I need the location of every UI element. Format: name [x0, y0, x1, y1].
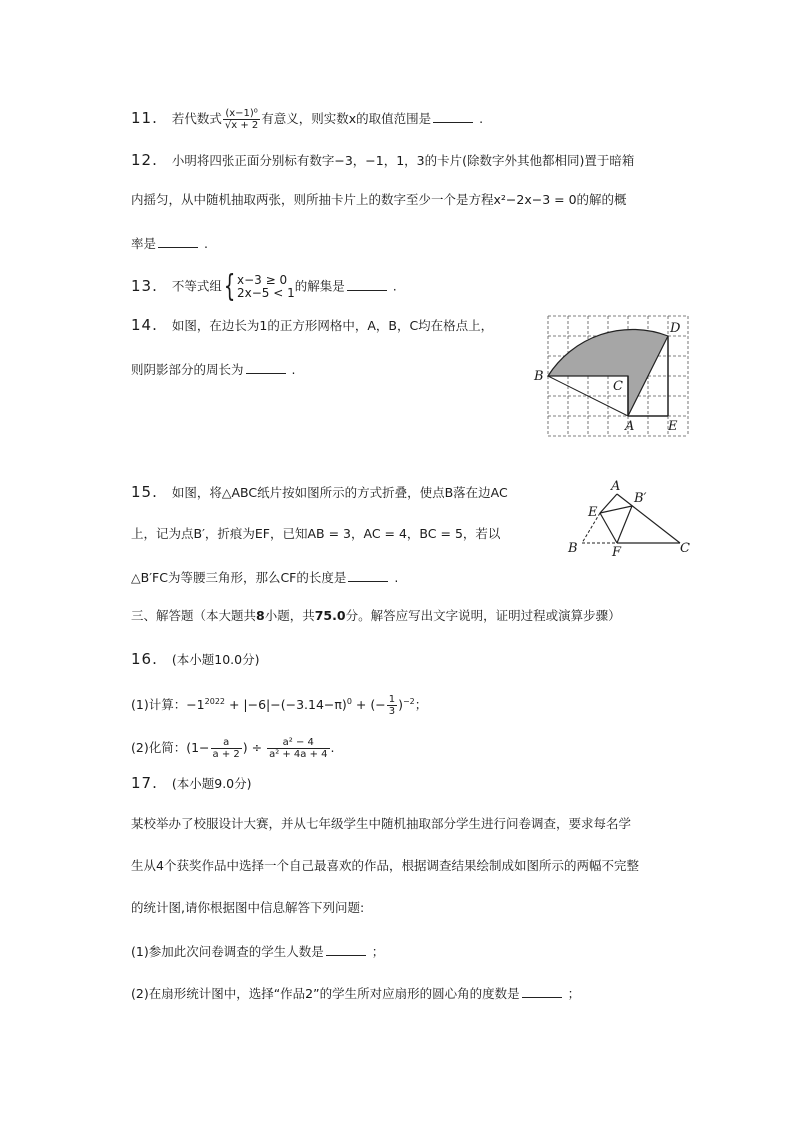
question-number: 16.: [131, 650, 158, 668]
brace-symbol: {: [223, 269, 236, 304]
period: .: [204, 236, 208, 251]
fraction-denominator: a + 2: [212, 749, 240, 760]
q14-grid-figure: [528, 310, 698, 442]
total-score: 75.0: [314, 608, 346, 623]
label-B-prime: B′: [634, 491, 647, 506]
segment-FBp: [617, 506, 632, 543]
fraction: [223, 108, 260, 131]
q17-sub-2: [131, 986, 580, 1001]
fraction-numerator: (x−1)⁰: [223, 108, 260, 120]
answer-blank[interactable]: [347, 279, 387, 291]
q15-text-line1: 如图，将△ABC纸片按如图所示的方式折叠，使点B落在边AC: [171, 485, 508, 500]
p2-mid: ) ÷: [242, 740, 267, 755]
p2-label: (2)化简：(1−: [131, 740, 210, 755]
question-12-line2: 内摇匀，从中随机抽取两张，则所抽卡片上的数字至少一个是方程x²−2x−3 = 0的解的概: [131, 192, 627, 207]
exponent: 2022: [204, 696, 225, 706]
question-points: (本小题9.0分): [171, 776, 252, 791]
p1-label: (1)计算：−1: [131, 697, 205, 712]
q17-line3: 的统计图,请你根据图中信息解答下列问题:: [131, 900, 365, 915]
inequality-1: x−3 ≥ 0: [236, 273, 288, 288]
question-points: (本小题10.0分): [171, 652, 260, 667]
p1-rest2: + (−: [351, 697, 386, 712]
question-11: [131, 108, 483, 131]
fraction-numerator: a: [211, 737, 242, 749]
period: .: [330, 740, 335, 755]
question-count: 8: [256, 608, 265, 623]
label-E: E: [588, 505, 598, 520]
exponent: −2: [402, 696, 415, 706]
q17-line1: 某校举办了校服设计大赛，并从七年级学生中随机抽取部分学生进行问卷调查，要求每名学: [131, 816, 632, 831]
inequality-system: [237, 274, 295, 299]
question-14-line2: [131, 362, 295, 377]
exponent: 0: [346, 696, 352, 706]
q12-text-line1: 小明将四张正面分别标有数字−3，−1，1，3的卡片(除数字外其他都相同)置于暗箱: [171, 153, 635, 168]
period: .: [394, 570, 399, 585]
q14-text-line2: 则阴影部分的周长为: [131, 362, 244, 377]
label-C: C: [613, 379, 623, 394]
sub2-text: (2)在扇形统计图中，选择“作品2”的学生所对应扇形的圆心角的度数是: [131, 986, 520, 1001]
fraction-numerator: a² − 4: [267, 737, 329, 749]
label-D: D: [670, 321, 681, 336]
answer-blank[interactable]: [433, 111, 473, 123]
q17-line2: 生从4个获奖作品中选择一个自己最喜欢的作品，根据调查结果绘制成如图所示的两幅不完整: [131, 858, 639, 873]
segment-EF: [600, 513, 617, 543]
period: .: [291, 362, 296, 377]
answer-blank[interactable]: [158, 236, 198, 248]
question-16-header: [131, 652, 259, 667]
answer-blank[interactable]: [522, 986, 562, 998]
label-B: B: [568, 541, 578, 556]
fraction: [211, 737, 242, 760]
section-text-b: 小题，共: [264, 608, 315, 623]
answer-blank[interactable]: [348, 570, 388, 582]
q12-text-line3: 率是: [131, 236, 157, 251]
section-text-a: 三、解答题（本大题共: [131, 608, 257, 623]
sub1-text: (1)参加此次问卷调查的学生人数是: [131, 944, 324, 959]
question-number: 11.: [131, 109, 158, 127]
question-15-line1: [131, 485, 508, 500]
semicolon: ；: [414, 697, 428, 712]
label-F: F: [612, 545, 622, 558]
q16-part-1: [131, 694, 427, 717]
question-number: 15.: [131, 483, 158, 501]
q13-text-post: 的解集是: [294, 278, 345, 294]
question-13: [131, 269, 397, 304]
q15-fold-figure: [562, 476, 702, 558]
question-number: 12.: [131, 151, 158, 169]
q11-text-pre: 若代数式: [171, 111, 222, 126]
label-A: A: [611, 479, 621, 494]
section-3-heading: [131, 610, 621, 623]
label-E: E: [668, 419, 678, 434]
question-12-line1: [131, 153, 634, 168]
fraction-denominator: √x + 2: [224, 120, 259, 131]
question-12-line3: [131, 236, 208, 251]
q14-text-line1: 如图，在边长为1的正方形网格中，A，B，C均在格点上，: [171, 318, 494, 333]
q11-text-post: 有意义，则实数x的取值范围是: [261, 111, 432, 126]
answer-blank[interactable]: [326, 944, 366, 956]
fraction: [267, 737, 329, 760]
q15-text-line3: △B′FC为等腰三角形，那么CF的长度是: [131, 570, 347, 585]
label-C: C: [680, 541, 690, 556]
period: .: [392, 278, 397, 294]
question-number: 13.: [131, 276, 158, 295]
inequality-2: 2x−5 < 1: [236, 286, 295, 300]
paren-close: ): [398, 697, 403, 712]
q17-sub-1: [131, 944, 384, 959]
question-17-header: [131, 776, 252, 791]
label-A: A: [625, 419, 635, 434]
fraction-numerator: 1: [388, 694, 396, 705]
question-number: 14.: [131, 316, 158, 334]
q13-text-pre: 不等式组: [171, 278, 222, 294]
section-text-c: 分。解答应写出文字说明，证明过程或演算步骤）: [345, 608, 621, 623]
period: .: [479, 111, 484, 126]
question-15-line2: 上，记为点B′，折痕为EF，已知AB = 3，AC = 4，BC = 5，若以: [131, 526, 501, 541]
question-15-line3: [131, 570, 398, 585]
answer-blank[interactable]: [246, 362, 286, 374]
semicolon: ；: [567, 986, 581, 1001]
label-B: B: [534, 369, 544, 384]
question-14-line1: [131, 318, 493, 333]
fraction-denominator: 3: [388, 706, 396, 717]
p1-rest: + |−6|−(−3.14−π): [225, 697, 347, 712]
q16-part-2: [131, 737, 335, 760]
semicolon: ；: [371, 944, 385, 959]
question-number: 17.: [131, 774, 158, 792]
fraction-denominator: a² + 4a + 4: [269, 749, 328, 760]
fraction: [387, 694, 397, 717]
